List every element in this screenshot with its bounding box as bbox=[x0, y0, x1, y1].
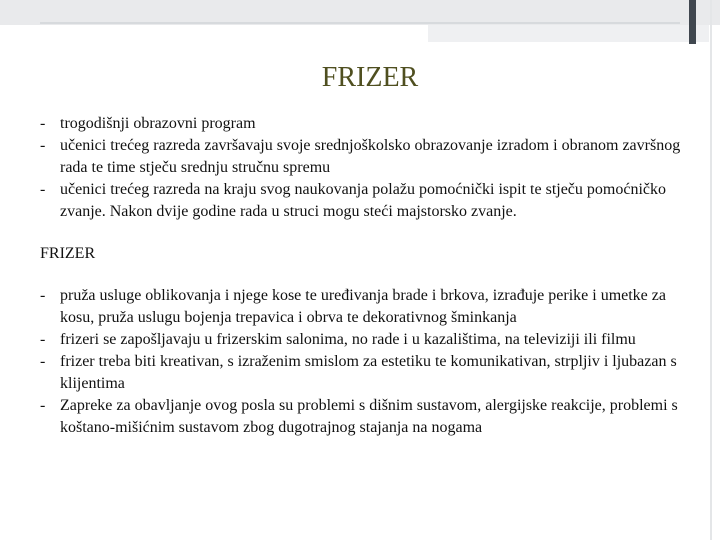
accent-bar bbox=[689, 0, 696, 44]
bullet-text: frizeri se zapošljavaju u frizerskim salonima, no rade i u kazalištima, na televiziji ili filmu bbox=[60, 331, 636, 348]
bullet-marker: - bbox=[40, 353, 46, 370]
detail-bullet-list bbox=[40, 285, 700, 439]
list-item bbox=[40, 351, 700, 395]
bullet-marker: - bbox=[40, 115, 46, 132]
slide-content bbox=[40, 113, 700, 439]
corner-decorative-box bbox=[428, 25, 709, 42]
bullet-text: učenici trećeg razreda na kraju svog naukovanja polažu pomoćnički ispit te stječu pomoćničko zvanje. Nakon dvije godine rada u struci mogu steći majstorsko zvanje. bbox=[60, 181, 666, 220]
bullet-text: frizer treba biti kreativan, s izraženim smislom za estetiku te komunikativan, strpljiv i ljubazan s klijentima bbox=[60, 353, 677, 392]
list-item bbox=[40, 285, 700, 329]
bullet-text: pruža usluge oblikovanja i njege kose te uređivanja brade i brkova, izrađuje perike i umetke za kosu, pruža uslugu bojenja trepavica i obrva te dekorativnog šminkanja bbox=[60, 287, 666, 326]
bullet-text: učenici trećeg razreda završavaju svoje srednjoškolsko obrazovanje izradom i obranom završnog rada te time stječu srednju stručnu spremu bbox=[60, 137, 681, 176]
slide-title: FRIZER bbox=[321, 62, 419, 93]
list-item bbox=[40, 113, 700, 135]
list-item bbox=[40, 395, 700, 439]
bullet-text: Zapreke za obavljanje ovog posla su problemi s dišnim sustavom, alergijske reakcije, problemi s koštano-mišićnim sustavom zbog dugotrajnog stajanja na nogama bbox=[60, 397, 678, 436]
top-decorative-band bbox=[0, 0, 720, 25]
bullet-marker: - bbox=[40, 137, 46, 154]
list-item bbox=[40, 135, 700, 179]
band-divider-line bbox=[40, 22, 680, 24]
bullet-marker: - bbox=[40, 397, 46, 414]
bullet-marker: - bbox=[40, 331, 46, 348]
list-item bbox=[40, 329, 700, 351]
section-heading: FRIZER bbox=[40, 245, 96, 262]
bullet-marker: - bbox=[40, 181, 46, 198]
bullet-marker: - bbox=[40, 287, 46, 304]
bullet-text: trogodišnji obrazovni program bbox=[60, 115, 256, 132]
intro-bullet-list bbox=[40, 113, 700, 223]
list-item bbox=[40, 179, 700, 223]
right-edge-line bbox=[710, 0, 712, 540]
